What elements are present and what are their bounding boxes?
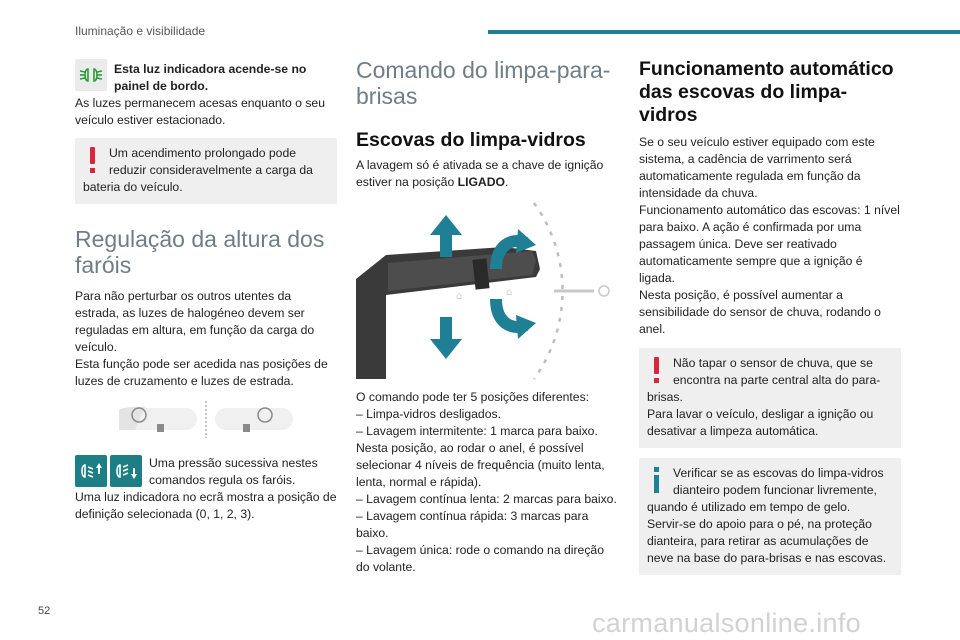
- wiper-intro: A lavagem só é ativada se a chave de ignição estiver na posição LIGADO.: [356, 158, 604, 189]
- headlamp-para-1: Para não perturbar os outros utentes da estrada, as luzes de halogéneo devem ser reguladas em altura, em função da carga do veículo.: [75, 289, 315, 354]
- warning-icon: [647, 355, 667, 389]
- svg-text:⌂: ⌂: [456, 291, 463, 302]
- position-3: – Lavagem contínua lenta: 2 marcas para baixo.: [356, 492, 617, 506]
- warning-icon: [83, 145, 103, 179]
- position-2: – Lavagem intermitente: 1 marca para baixo.: [356, 424, 598, 438]
- auto-para-1: Se o seu veículo estiver equipado com este sistema, a cadência de varrimento será automaticamente regulada em função da intensidade da chuva.: [639, 135, 875, 200]
- parked-text: As luzes permanecem acesas enquanto o seu veículo estiver estacionado.: [75, 96, 325, 127]
- arrow-down-icon: [430, 317, 462, 359]
- frost-info-note: Verificar se as escovas do limpa-vidros dianteiro podem funcionar livremente, quando é utilizado em tempo de gelo. Servir-se do apoio para o pé, na proteção dianteira, para retirar as acumulações de neve na base do para-brisas e nas escovas.: [639, 458, 901, 575]
- headlamp-adjust-up-icon[interactable]: [110, 455, 142, 487]
- wiper-heading: Comando do limpa-para-brisas: [356, 57, 611, 109]
- column-1: [75, 58, 337, 523]
- indicator-bold-text: Esta luz indicadora acende-se no painel de bordo.: [114, 62, 307, 93]
- rain-sensor-warning-note: Não tapar o sensor de chuva, que se encontra na parte central alta do para-brisas. Para lavar o veículo, desligar a ignição ou desativar a limpeza automática.: [639, 348, 901, 448]
- column-2: [356, 58, 618, 576]
- section-title: Iluminação e visibilidade: [75, 24, 206, 38]
- press-text: Uma pressão sucessiva nestes comandos regula os faróis.: [149, 456, 318, 487]
- position-1: – Limpa-vidros desligados.: [356, 407, 501, 421]
- watermark: carmanualsonline.info: [592, 608, 861, 638]
- warning-note: Um acendimento prolongado pode reduzir consideravelmente a carga da bateria do veículo.: [75, 138, 337, 204]
- headlamp-adjust-down-icon[interactable]: [75, 455, 107, 487]
- position-4: – Lavagem contínua rápida: 3 marcas para baixo.: [356, 509, 589, 540]
- headlamp-adjust-illustration: [75, 398, 337, 446]
- auto-wiper-heading: Funcionamento automático das escovas do limpa-vidros: [639, 58, 894, 126]
- auto-para-2: Funcionamento automático das escovas: 1 nível para baixo. A ação é confirmada por uma passagem única. Deve ser reativado automaticamente sempre que a ignição é ligada.: [639, 203, 900, 285]
- svg-text:⌂: ⌂: [506, 287, 513, 298]
- positions-title: O comando pode ter 5 posições diferentes:: [356, 390, 590, 404]
- headlamp-heading: Regulação da altura dos faróis: [75, 226, 325, 278]
- position-5: – Lavagem única: rode o comando na direção do volante.: [356, 543, 604, 574]
- info-icon: [647, 465, 667, 499]
- auto-para-3: Nesta posição, é possível aumentar a sensibilidade do sensor de chuva, rodando o anel.: [639, 288, 881, 336]
- wiper-subheading: Escovas do limpa-vidros: [356, 129, 586, 151]
- indicator-text: Uma luz indicadora no ecrã mostra a posição de definição selecionada (0, 1, 2, 3).: [75, 490, 337, 521]
- page-number: 52: [38, 605, 51, 617]
- rotate-arrow-icon: [496, 229, 536, 339]
- headlamp-para-2: Esta função pode ser acedida nas posições de luzes de cruzamento e luzes de estrada.: [75, 357, 328, 388]
- header-accent-bar: [488, 30, 960, 34]
- wiper-stalk-illustration: [356, 199, 618, 385]
- column-3: [639, 58, 901, 575]
- low-beam-indicator-icon: [75, 59, 107, 91]
- position-2-detail: Nesta posição, ao rodar o anel, é possível selecionar 4 níveis de frequência (muito lenta, lenta, normal e rápida).: [356, 441, 605, 489]
